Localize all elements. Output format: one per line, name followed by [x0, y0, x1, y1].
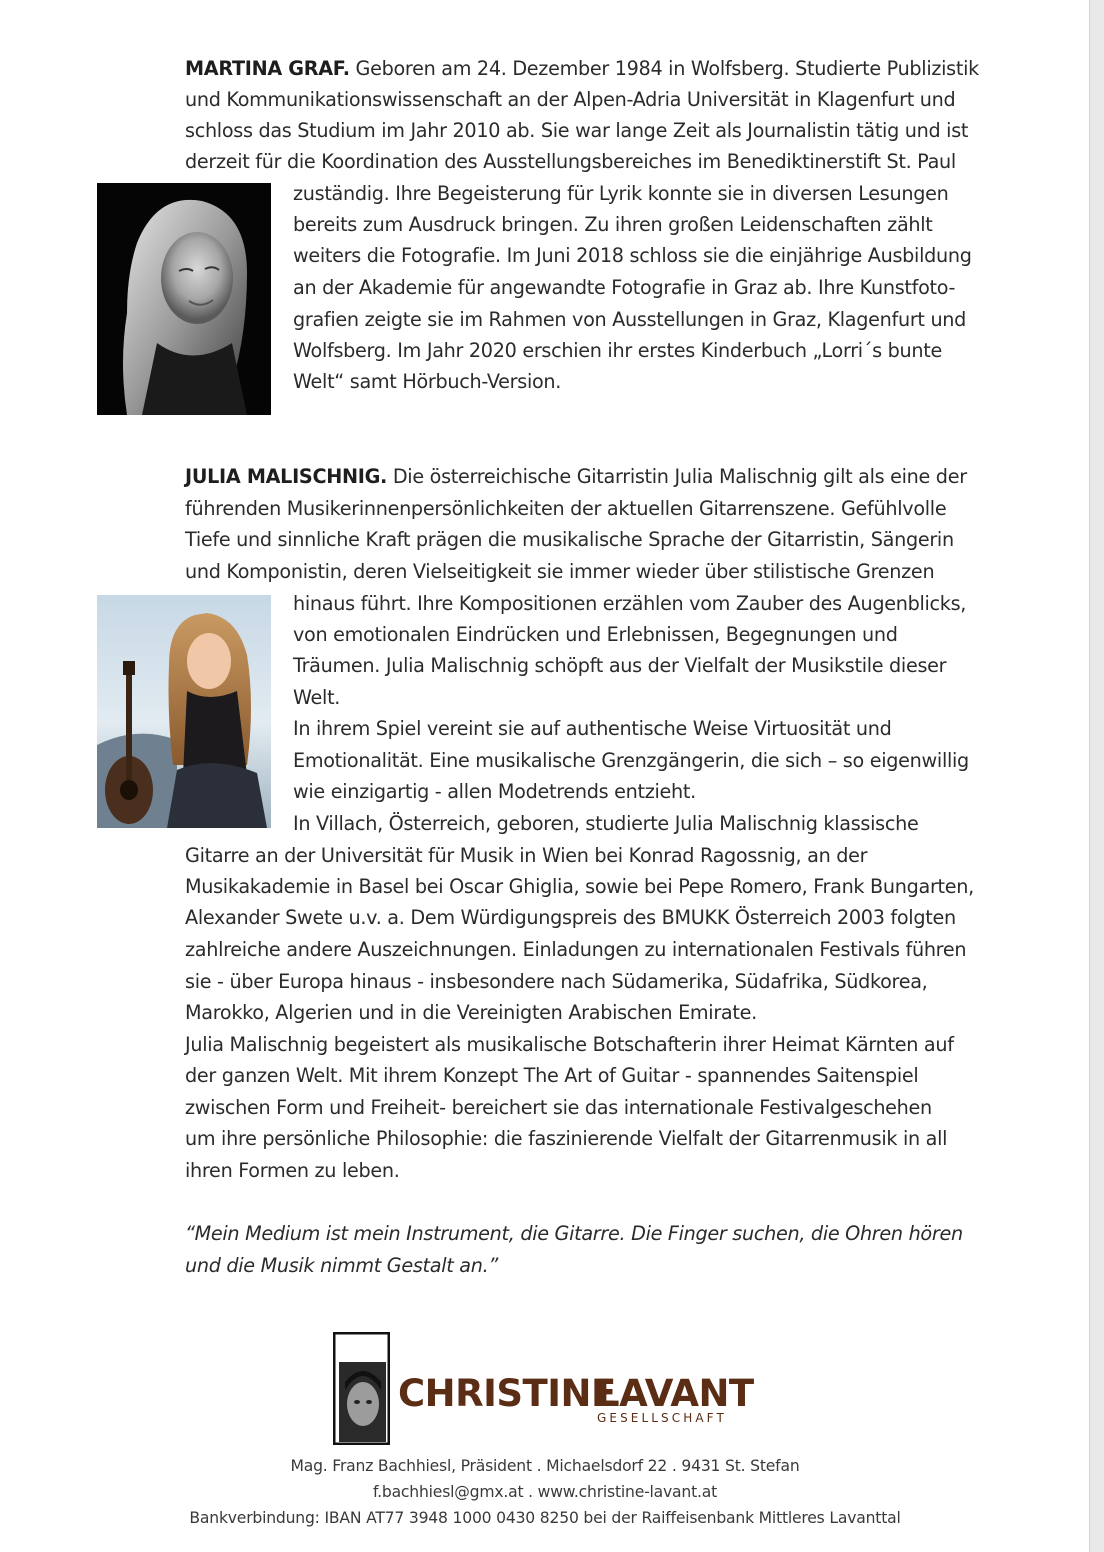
bio-malischnig-line — [185, 461, 967, 493]
bio-graf-name: MARTINA GRAF. — [185, 57, 350, 80]
bio-malischnig-line: ihren Formen zu leben. — [185, 1159, 400, 1182]
bio-malischnig-line: um ihre persönliche Philosophie: die faszinierende Vielfalt der Gitarrenmusik in all — [185, 1127, 948, 1150]
logo-word-lavant: LAVANT — [596, 1372, 754, 1415]
bio-malischnig-line: Alexander Swete u.v. a. Dem Würdigungspreis des BMUKK Österreich 2003 folgten — [185, 906, 956, 929]
bio-malischnig-line: von emotionalen Eindrücken und Erlebnissen, Begegnungen und — [293, 623, 898, 646]
footer-contact: f.bachhiesl@gmx.at . www.christine-lavant.at — [372, 1483, 718, 1501]
bio-graf-line: grafien zeigte sie im Rahmen von Ausstellungen in Graz, Klagenfurt und — [293, 308, 967, 331]
logo-subtitle: GESELLSCHAFT — [597, 1411, 727, 1425]
bio-malischnig-name: JULIA MALISCHNIG. — [185, 465, 388, 488]
bio-malischnig-line: hinaus führt. Ihre Kompositionen erzählen vom Zauber des Augenblicks, — [293, 592, 967, 615]
bio-graf-line: derzeit für die Koordination des Ausstellungsbereiches im Benediktinerstift St. Paul — [185, 150, 956, 173]
footer-address: Mag. Franz Bachhiesl, Präsident . Michaelsdorf 22 . 9431 St. Stefan — [290, 1457, 800, 1475]
bio-malischnig-line: In ihrem Spiel vereint sie auf authentische Weise Virtuosität und — [293, 717, 892, 740]
bio-malischnig-line: Julia Malischnig begeistert als musikalische Botschafterin ihrer Heimat Kärnten auf — [185, 1033, 954, 1056]
bio-graf-line: und Kommunikationswissenschaft an der Alpen-Adria Universität in Klagenfurt und — [185, 88, 956, 111]
bio-malischnig-line: sie - über Europa hinaus - insbesondere nach Südamerika, Südafrika, Südkorea, — [185, 970, 928, 993]
portrait-martina-graf — [97, 183, 271, 415]
logo-portrait — [333, 1332, 390, 1445]
bio-graf-line — [185, 53, 979, 85]
bio-malischnig-line: zwischen Form und Freiheit- bereichert sie das internationale Festivalgeschehen — [185, 1096, 932, 1119]
bio-graf-line: Welt“ samt Hörbuch-Version. — [293, 370, 562, 393]
bio-malischnig-line: Gitarre an der Universität für Musik in Wien bei Konrad Ragossnig, an der — [185, 844, 868, 867]
bio-malischnig-line: Emotionalität. Eine musikalische Grenzgängerin, die sich – so eigenwillig — [293, 749, 969, 772]
footer-bank: Bankverbindung: IBAN AT77 3948 1000 0430 8250 bei der Raiffeisenbank Mittleres Lavanttal — [189, 1509, 901, 1527]
bio-malischnig-line: führenden Musikerinnenpersönlichkeiten der aktuellen Gitarrenszene. Gefühlvolle — [185, 497, 947, 520]
bio-malischnig-line: Tiefe und sinnliche Kraft prägen die musikalische Sprache der Gitarristin, Sängerin — [185, 528, 954, 551]
bio-malischnig-line: Musikakademie in Basel bei Oscar Ghiglia, sowie bei Pepe Romero, Frank Bungarten, — [185, 875, 974, 898]
bio-malischnig-line: Marokko, Algerien und in die Vereinigten Arabischen Emirate. — [185, 1001, 757, 1024]
page-edge — [1090, 0, 1104, 1552]
bio-malischnig-line: Träumen. Julia Malischnig schöpft aus der Vielfalt der Musikstile dieser — [293, 654, 947, 677]
bio-graf-line: weiters die Fotografie. Im Juni 2018 schloss sie die einjährige Ausbildung — [293, 244, 972, 267]
logo-word-christine: CHRISTINE — [398, 1372, 616, 1415]
bio-graf-line: zuständig. Ihre Begeisterung für Lyrik konnte sie in diversen Lesungen — [293, 182, 949, 205]
bio-graf-text: Geboren am 24. Dezember 1984 in Wolfsberg. Studierte Publizistik — [349, 57, 979, 80]
portrait-julia-malischnig — [97, 595, 271, 828]
quote-line: “Mein Medium ist mein Instrument, die Gitarre. Die Finger suchen, die Ohren hören — [185, 1222, 963, 1245]
bio-malischnig-line: zahlreiche andere Auszeichnungen. Einladungen zu internationalen Festivals führen — [185, 938, 967, 961]
bio-malischnig-line: der ganzen Welt. Mit ihrem Konzept The Art of Guitar - spannendes Saitenspiel — [185, 1064, 919, 1087]
bio-graf-line: Wolfsberg. Im Jahr 2020 erschien ihr erstes Kinderbuch „Lorri´s bunte — [293, 339, 942, 362]
bio-graf-line: an der Akademie für angewandte Fotografie in Graz ab. Ihre Kunstfoto- — [293, 276, 956, 299]
bio-malischnig-line: und Komponistin, deren Vielseitigkeit sie immer wieder über stilistische Grenzen — [185, 560, 935, 583]
bio-malischnig-line: wie einzigartig - allen Modetrends entzieht. — [293, 780, 696, 803]
bio-graf-line: bereits zum Ausdruck bringen. Zu ihren großen Leidenschaften zählt — [293, 213, 933, 236]
bio-malischnig-line: In Villach, Österreich, geboren, studierte Julia Malischnig klassische — [293, 812, 919, 835]
bio-malischnig-text: Die österreichische Gitarristin Julia Malischnig gilt als eine der — [387, 465, 967, 488]
bio-graf-line: schloss das Studium im Jahr 2010 ab. Sie war lange Zeit als Journalistin tätig und ist — [185, 119, 969, 142]
bio-malischnig-line: Welt. — [293, 686, 341, 709]
quote-line: und die Musik nimmt Gestalt an.” — [185, 1254, 499, 1277]
